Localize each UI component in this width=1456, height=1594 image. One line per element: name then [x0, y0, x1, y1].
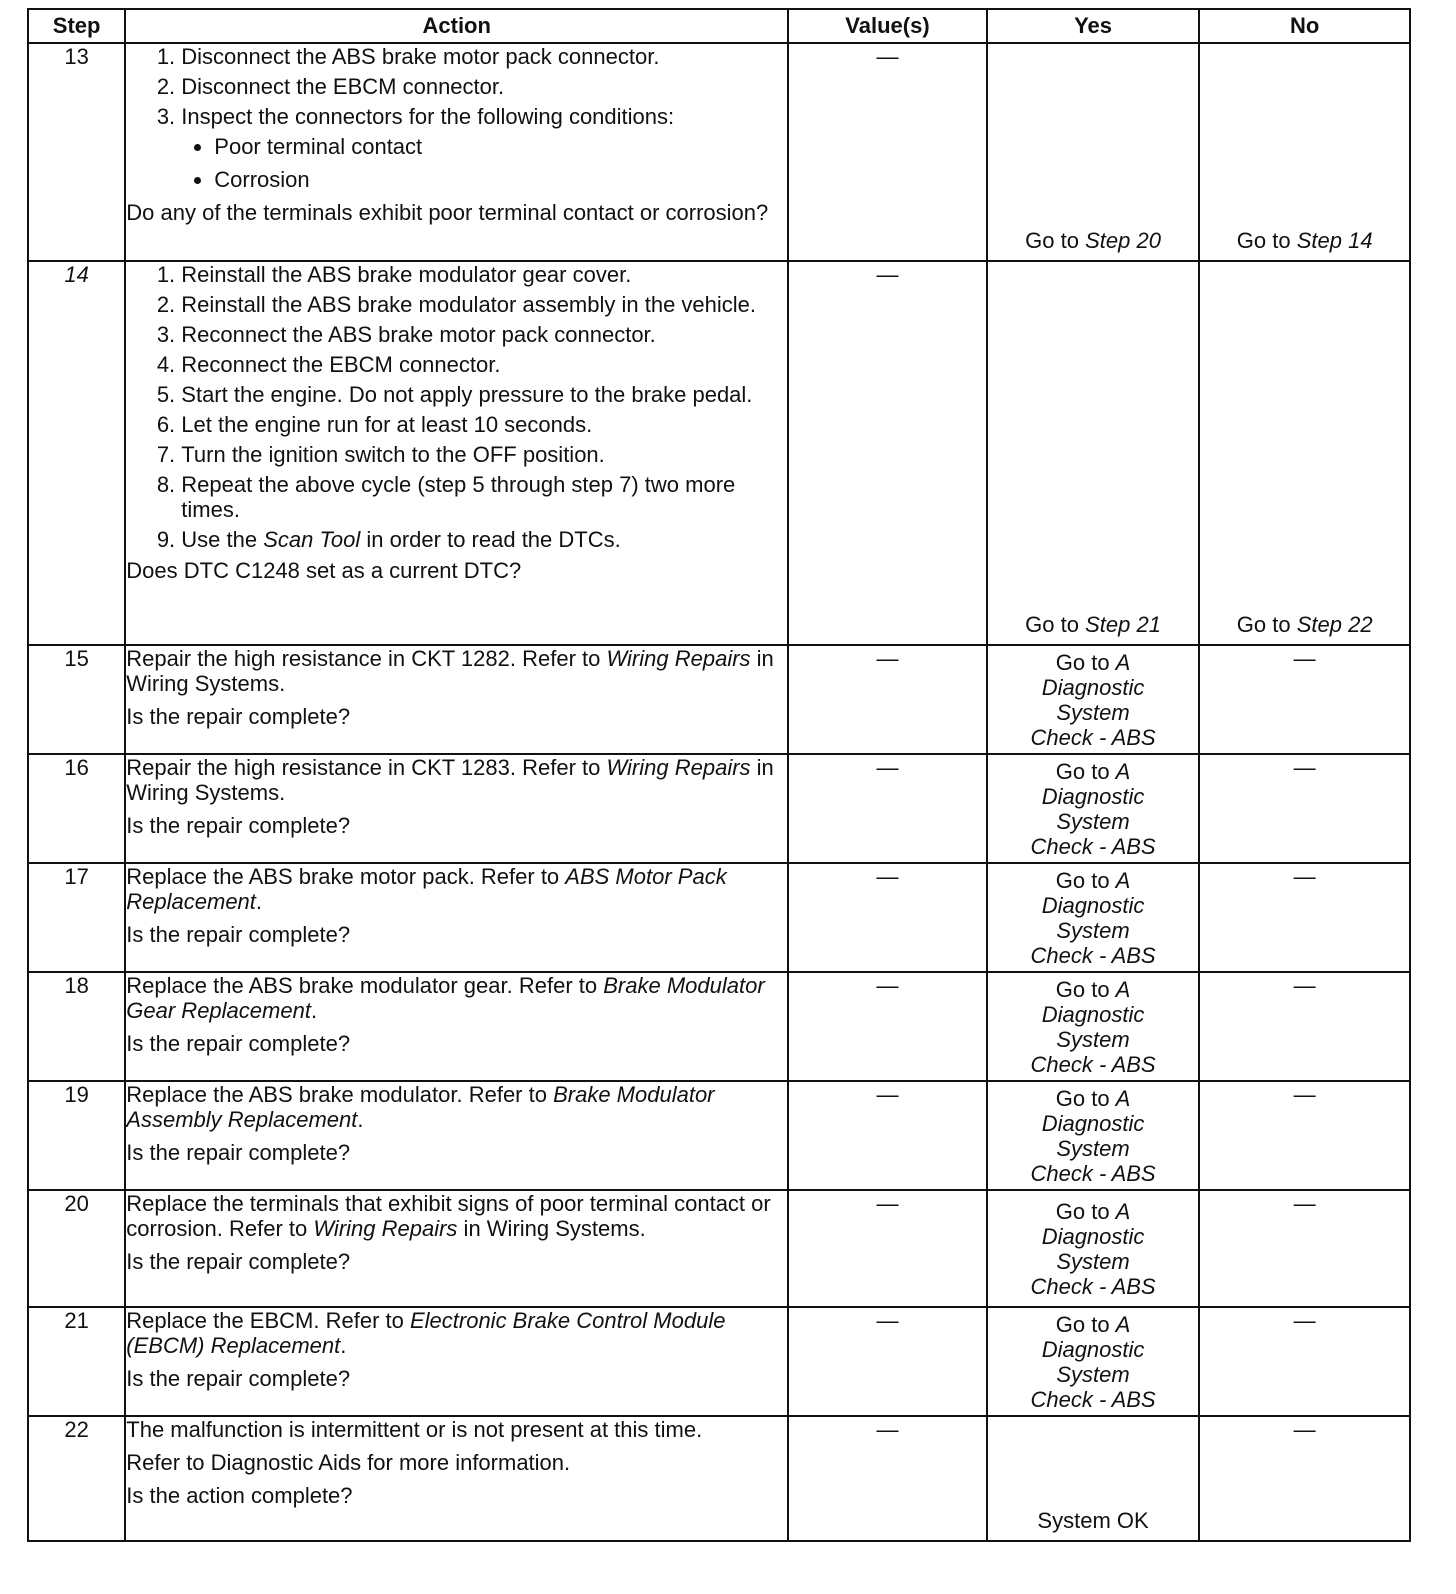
yes-line: [988, 918, 1199, 943]
table-row: [28, 863, 1410, 972]
action-cell: [125, 1081, 788, 1190]
diag-check-ref: System: [1056, 1026, 1130, 1052]
action-step: 2. Disconnect the EBCM connector.: [181, 74, 787, 99]
yes-step-link[interactable]: Step 20: [1085, 228, 1161, 253]
yes-cell[interactable]: [987, 863, 1200, 972]
action-text-part: Repair the high resistance in CKT 1283. Refer to: [126, 755, 607, 780]
action-text: [126, 1191, 787, 1241]
action-text: in order to read the DTCs.: [360, 527, 621, 552]
yes-line: [988, 1161, 1199, 1186]
no-cell: [1199, 1416, 1410, 1541]
dash: —: [876, 262, 899, 287]
no-prefix: Go to: [1236, 228, 1297, 253]
table-row: [28, 754, 1410, 863]
dash: —: [1293, 1082, 1316, 1107]
action-text: [126, 1308, 787, 1358]
yes-line: [988, 1249, 1199, 1274]
value-cell: [788, 972, 987, 1081]
yes-line: [988, 784, 1199, 809]
yes-cell[interactable]: [987, 754, 1200, 863]
step-number: 22: [28, 1416, 125, 1541]
question: Is the repair complete?: [126, 813, 351, 838]
yes-line: [988, 1199, 1199, 1224]
yes-line: [988, 1224, 1199, 1249]
dash: —: [1293, 1417, 1316, 1442]
step-number: 13: [28, 43, 125, 261]
go-to-text: Go to: [1055, 758, 1116, 784]
action-cell: [125, 863, 788, 972]
dash: —: [876, 755, 899, 780]
value-cell: [788, 1081, 987, 1190]
reference-link[interactable]: Electronic Brake Control Module (EBCM) Replacement: [126, 1308, 726, 1358]
yes-line: [988, 650, 1199, 675]
action-text-part: in Wiring Systems.: [457, 1216, 646, 1241]
action-step: 7. Turn the ignition switch to the OFF position.: [181, 442, 787, 467]
yes-prefix: Go to: [1025, 612, 1086, 637]
table-row: [28, 1416, 1410, 1541]
yes-cell[interactable]: [987, 972, 1200, 1081]
action-step: [181, 527, 787, 552]
yes-line: [988, 809, 1199, 834]
table-row: [28, 1307, 1410, 1416]
reference-link[interactable]: Brake Modulator Assembly Replacement: [126, 1082, 715, 1132]
no-step-link[interactable]: Step 22: [1296, 612, 1373, 637]
condition-item: • Corrosion: [214, 167, 787, 192]
go-to-text: Go to: [1055, 976, 1116, 1002]
yes-cell: [987, 261, 1200, 645]
action-text-part: Replace the ABS brake modulator gear. Refer to: [126, 973, 604, 998]
action-text-part: .: [340, 1333, 347, 1358]
question: Do any of the terminals exhibit poor terminal contact or corrosion?: [126, 200, 769, 225]
dash: —: [1293, 1308, 1316, 1333]
value-cell: [788, 754, 987, 863]
table-row: [28, 645, 1410, 754]
diag-check-ref: A: [1115, 758, 1131, 784]
action-cell: [125, 1190, 788, 1307]
step-number: 21: [28, 1307, 125, 1416]
yes-line: [988, 1387, 1199, 1412]
yes-line: [988, 977, 1199, 1002]
action-text: [126, 864, 787, 914]
value-cell: [788, 1190, 987, 1307]
dash: —: [876, 864, 899, 889]
yes-prefix: Go to: [1025, 228, 1086, 253]
action-text: [126, 646, 787, 696]
table-row: [28, 43, 1410, 261]
action-step: 5. Start the engine. Do not apply pressure to the brake pedal.: [181, 382, 787, 407]
dash: —: [1293, 755, 1316, 780]
diag-check-ref: A: [1115, 1085, 1131, 1111]
no-cell: [1199, 1081, 1410, 1190]
action-text: [126, 1082, 787, 1132]
action-text-part: .: [357, 1107, 364, 1132]
reference-link[interactable]: Wiring Repairs: [313, 1216, 458, 1241]
question: Does DTC C1248 set as a current DTC?: [126, 558, 522, 583]
action-cell: [125, 43, 788, 261]
yes-cell[interactable]: [987, 1081, 1200, 1190]
yes-line: [988, 1027, 1199, 1052]
yes-step-link[interactable]: Step 21: [1085, 612, 1161, 637]
dash: —: [876, 973, 899, 998]
diag-check-ref: Diagnostic: [1041, 1110, 1145, 1136]
question: Is the repair complete?: [126, 704, 351, 729]
diag-check-ref: Diagnostic: [1041, 1223, 1145, 1249]
diag-check-ref: System: [1056, 1361, 1130, 1387]
dash: —: [876, 1308, 899, 1333]
condition-list: [126, 134, 787, 192]
diag-check-ref: A: [1115, 867, 1131, 893]
yes-cell[interactable]: [987, 1190, 1200, 1307]
yes-line: [988, 1274, 1199, 1299]
action-step: 3. Reconnect the ABS brake motor pack connector.: [181, 322, 787, 347]
step-number: 17: [28, 863, 125, 972]
action-text-part: Replace the EBCM. Refer to: [126, 1308, 410, 1333]
dash: —: [1293, 646, 1316, 671]
dash: —: [876, 44, 899, 69]
yes-cell[interactable]: [987, 1307, 1200, 1416]
reference-link[interactable]: Wiring Repairs: [606, 755, 751, 780]
no-prefix: Go to: [1236, 612, 1297, 637]
value-cell: [788, 1416, 987, 1541]
yes-line: [988, 675, 1199, 700]
action-step: 1. Reinstall the ABS brake modulator gear cover.: [181, 262, 787, 287]
action-text-part: Replace the terminals that exhibit signs of poor terminal contact or corrosion. Refer to: [126, 1191, 771, 1241]
question: Is the repair complete?: [126, 1031, 351, 1056]
diag-check-ref: Diagnostic: [1041, 783, 1145, 809]
diag-check-ref: Check - ABS: [1030, 1386, 1156, 1412]
header-action: Action: [125, 9, 788, 43]
diag-check-ref: Check - ABS: [1030, 1273, 1156, 1299]
dash: —: [1293, 973, 1316, 998]
yes-line: [988, 943, 1199, 968]
go-to-text: Go to: [1055, 1085, 1116, 1111]
action-cell: [125, 1307, 788, 1416]
yes-line: [988, 1337, 1199, 1362]
diag-check-ref: Check - ABS: [1030, 1160, 1156, 1186]
yes-line: [988, 1312, 1199, 1337]
action-step: 6. Let the engine run for at least 10 seconds.: [181, 412, 787, 437]
diag-check-ref: Check - ABS: [1030, 1051, 1156, 1077]
action-text: Use the: [181, 527, 264, 552]
diag-check-ref: System: [1056, 699, 1130, 725]
step-number: 19: [28, 1081, 125, 1190]
action-step: 3. Inspect the connectors for the following conditions:: [181, 104, 787, 129]
yes-line: [988, 1136, 1199, 1161]
action-step: 2. Reinstall the ABS brake modulator assembly in the vehicle.: [181, 292, 787, 317]
no-cell: [1199, 43, 1410, 261]
table-row: [28, 261, 1410, 645]
dash: —: [876, 1191, 899, 1216]
yes-line: [988, 893, 1199, 918]
yes-line: [988, 1111, 1199, 1136]
no-cell: [1199, 645, 1410, 754]
action-steps: [126, 44, 787, 129]
diag-check-ref: Diagnostic: [1041, 1001, 1145, 1027]
action-step: 8. Repeat the above cycle (step 5 through step 7) two more times.: [181, 472, 787, 522]
yes-line: [988, 1362, 1199, 1387]
action-text: [126, 973, 787, 1023]
question: Is the repair complete?: [126, 1249, 351, 1274]
action-step: 4. Reconnect the EBCM connector.: [181, 352, 787, 377]
action-step: 1. Disconnect the ABS brake motor pack connector.: [181, 44, 787, 69]
step-number: 18: [28, 972, 125, 1081]
diag-check-ref: Check - ABS: [1030, 942, 1156, 968]
no-cell: [1199, 754, 1410, 863]
no-cell: [1199, 1307, 1410, 1416]
question: Is the repair complete?: [126, 1140, 351, 1165]
yes-line: [988, 1002, 1199, 1027]
yes-cell: System OK: [987, 1416, 1200, 1541]
go-to-text: Go to: [1055, 649, 1116, 675]
action-text-part: in Wiring Systems.: [126, 646, 774, 696]
no-cell: [1199, 863, 1410, 972]
header-row: [28, 9, 1410, 43]
dash: —: [876, 1417, 899, 1442]
diag-check-ref: System: [1056, 1248, 1130, 1274]
value-cell: [788, 43, 987, 261]
question: Is the repair complete?: [126, 922, 351, 947]
diag-check-ref: Check - ABS: [1030, 833, 1156, 859]
action-cell: [125, 754, 788, 863]
action-text-part: .: [255, 889, 263, 914]
diag-check-ref: System: [1056, 917, 1130, 943]
value-cell: [788, 645, 987, 754]
no-step-link[interactable]: Step 14: [1296, 228, 1373, 253]
diagnostic-table: [27, 8, 1411, 1542]
step-number: 14: [28, 261, 125, 645]
go-to-text: Go to: [1055, 1198, 1116, 1224]
header-step: Step: [28, 9, 125, 43]
yes-line: [988, 868, 1199, 893]
dash: —: [876, 1082, 899, 1107]
action-cell: [125, 1416, 788, 1541]
yes-cell: [987, 43, 1200, 261]
no-cell: [1199, 1190, 1410, 1307]
no-cell: [1199, 261, 1410, 645]
go-to-text: Go to: [1055, 867, 1116, 893]
table-row: [28, 972, 1410, 1081]
question: Is the action complete?: [126, 1483, 353, 1508]
yes-cell[interactable]: [987, 645, 1200, 754]
diag-check-ref: Check - ABS: [1030, 724, 1156, 750]
diag-check-ref: Diagnostic: [1041, 674, 1145, 700]
action-steps: [126, 262, 787, 552]
reference-link[interactable]: ABS Motor Pack Replacement: [126, 864, 727, 914]
scan-tool-ref: Scan Tool: [263, 527, 361, 552]
condition-item: • Poor terminal contact: [214, 134, 787, 159]
action-text: [126, 755, 787, 805]
table-row: [28, 1190, 1410, 1307]
reference-link[interactable]: Brake Modulator Gear Replacement: [126, 973, 765, 1023]
value-cell: [788, 1307, 987, 1416]
dash: —: [1293, 864, 1316, 889]
diag-check-ref: A: [1115, 1198, 1131, 1224]
action-text-part: in Wiring Systems.: [126, 755, 774, 805]
yes-line: [988, 725, 1199, 750]
action-text: Refer to Diagnostic Aids for more information.: [126, 1450, 571, 1475]
action-text-part: Repair the high resistance in CKT 1282. Refer to: [126, 646, 607, 671]
diag-check-ref: System: [1056, 808, 1130, 834]
no-cell: [1199, 972, 1410, 1081]
yes-line: [988, 700, 1199, 725]
action-text: The malfunction is intermittent or is not present at this time.: [126, 1417, 703, 1442]
diag-check-ref: Diagnostic: [1041, 1336, 1145, 1362]
table-row: [28, 1081, 1410, 1190]
yes-line: [988, 1052, 1199, 1077]
diag-check-ref: A: [1115, 1311, 1131, 1337]
yes-line: [988, 1086, 1199, 1111]
header-values: Value(s): [788, 9, 987, 43]
go-to-text: Go to: [1055, 1311, 1116, 1337]
diag-check-ref: A: [1115, 649, 1131, 675]
diag-check-ref: A: [1115, 976, 1131, 1002]
step-number: 15: [28, 645, 125, 754]
action-cell: [125, 972, 788, 1081]
step-number: 16: [28, 754, 125, 863]
action-cell: [125, 261, 788, 645]
question: Is the repair complete?: [126, 1366, 351, 1391]
reference-link[interactable]: Wiring Repairs: [606, 646, 751, 671]
action-text-part: Replace the ABS brake modulator. Refer to: [126, 1082, 554, 1107]
diag-check-ref: Diagnostic: [1041, 892, 1145, 918]
yes-line: [988, 759, 1199, 784]
action-cell: [125, 645, 788, 754]
header-no: No: [1199, 9, 1410, 43]
yes-line: [988, 834, 1199, 859]
diag-check-ref: System: [1056, 1135, 1130, 1161]
dash: —: [1293, 1191, 1316, 1216]
action-text-part: .: [310, 998, 318, 1023]
header-yes: Yes: [987, 9, 1200, 43]
action-text-part: Replace the ABS brake motor pack. Refer to: [126, 864, 566, 889]
dash: —: [876, 646, 899, 671]
step-number: 20: [28, 1190, 125, 1307]
value-cell: [788, 863, 987, 972]
value-cell: [788, 261, 987, 645]
